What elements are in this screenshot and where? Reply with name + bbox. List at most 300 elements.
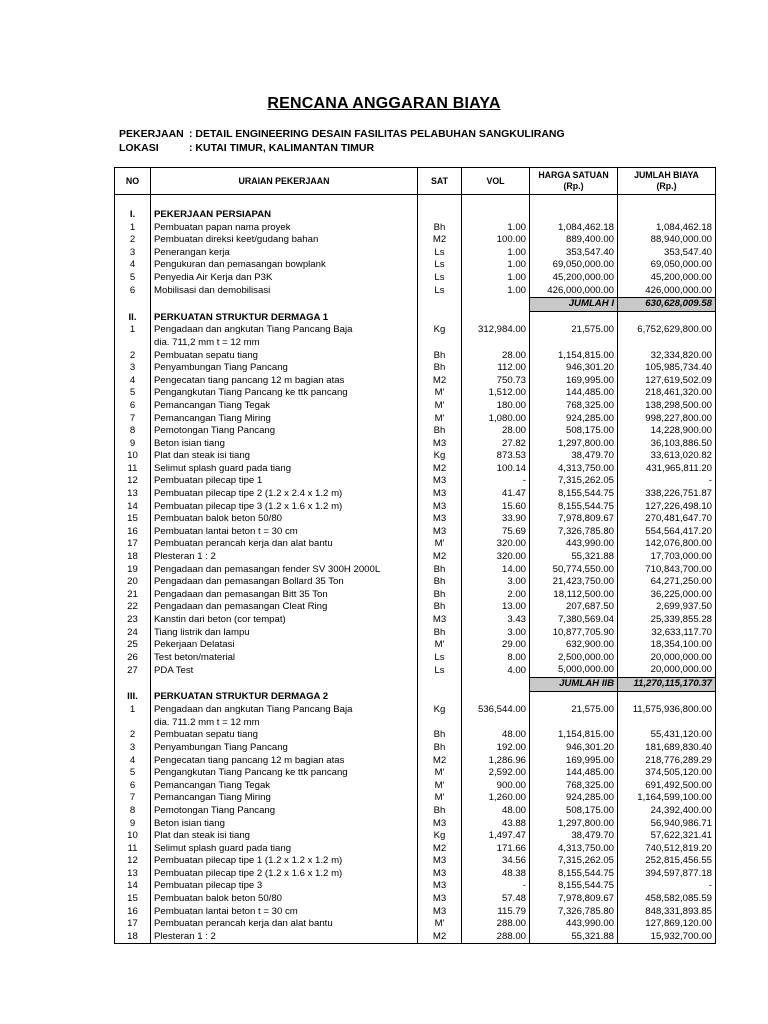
item-volume: 1.00 [462, 285, 530, 298]
item-description: Pengadaan dan angkutan Tiang Pancang Baja [151, 324, 418, 337]
item-description: Pengadaan dan pemasangan Bollard 35 Ton [151, 576, 418, 589]
item-volume: 1,286.96 [462, 755, 530, 768]
table-row [115, 805, 716, 818]
item-total [618, 209, 716, 222]
item-no: 14 [115, 501, 151, 514]
item-no: 11 [115, 463, 151, 476]
item-total [618, 691, 716, 704]
item-volume: 57.48 [462, 893, 530, 906]
subtotal-row [115, 677, 716, 691]
item-unit-price: 924,285.00 [530, 792, 618, 805]
item-unit-price: 7,326,785.80 [530, 526, 618, 539]
empty-cell [115, 677, 151, 691]
item-unit-price: 207,687.50 [530, 601, 618, 614]
item-unit: Kg [418, 324, 462, 337]
item-unit: Ls [418, 285, 462, 298]
item-total: 127,869,120.00 [618, 918, 716, 931]
item-total: 69,050,000.00 [618, 259, 716, 272]
item-no: III. [115, 691, 151, 704]
empty-cell [418, 677, 462, 691]
item-unit [418, 691, 462, 704]
empty-cell [115, 298, 151, 312]
header-jumlah-line2: (Rp.) [656, 181, 677, 191]
item-total: 270,481,647.70 [618, 513, 716, 526]
table-row [115, 601, 716, 614]
item-unit: M2 [418, 931, 462, 944]
item-description: Pengadaan dan pemasangan Bitt 35 Ton [151, 589, 418, 602]
item-no: 13 [115, 868, 151, 881]
item-unit: M3 [418, 868, 462, 881]
section-row [115, 311, 716, 324]
item-no: 15 [115, 893, 151, 906]
item-volume: 180.00 [462, 400, 530, 413]
item-total [618, 311, 716, 324]
item-unit-price: 924,285.00 [530, 413, 618, 426]
table-row [115, 931, 716, 944]
item-volume: 112.00 [462, 362, 530, 375]
item-total: 998,227,800.00 [618, 413, 716, 426]
item-no: 18 [115, 931, 151, 944]
item-description: Plat dan steak isi tiang [151, 830, 418, 843]
item-total: 138,298,500.00 [618, 400, 716, 413]
item-volume: 48.38 [462, 868, 530, 881]
item-volume: 43.88 [462, 818, 530, 831]
item-volume: 29.00 [462, 639, 530, 652]
item-volume: 1,512.00 [462, 387, 530, 400]
item-description: Pemancangan Tiang Miring [151, 413, 418, 426]
item-unit: M2 [418, 375, 462, 388]
item-unit: M3 [418, 526, 462, 539]
item-total: 36,225,000.00 [618, 589, 716, 602]
item-unit: M3 [418, 880, 462, 893]
item-unit-price: 353,547.40 [530, 247, 618, 260]
item-unit-price: 768,325.00 [530, 780, 618, 793]
item-no: 3 [115, 742, 151, 755]
item-unit-price: 768,325.00 [530, 400, 618, 413]
table-row [115, 855, 716, 868]
item-description: dia. 711.2 mm t = 12 mm [151, 717, 418, 730]
lokasi-label: LOKASI [119, 142, 159, 154]
item-no: 6 [115, 400, 151, 413]
item-unit-price: 169,995.00 [530, 375, 618, 388]
item-unit-price: 38,479.70 [530, 450, 618, 463]
item-unit: Bh [418, 222, 462, 235]
item-description: Test beton/material [151, 652, 418, 665]
item-unit: Kg [418, 830, 462, 843]
item-unit-price: 21,423,750.00 [530, 576, 618, 589]
table-row [115, 564, 716, 577]
item-no: 4 [115, 375, 151, 388]
item-no: 17 [115, 538, 151, 551]
item-total: 15,932,700.00 [618, 931, 716, 944]
item-description: Pembuatan pilecap tipe 1 (1.2 x 1.2 x 1.2 m) [151, 855, 418, 868]
table-row [115, 259, 716, 272]
item-no: 8 [115, 805, 151, 818]
page-title: RENCANA ANGGARAN BIAYA [267, 95, 501, 112]
item-no: 13 [115, 488, 151, 501]
item-total: 55,431,120.00 [618, 729, 716, 742]
table-row [115, 538, 716, 551]
item-total: 691,492,500.00 [618, 780, 716, 793]
item-unit: M' [418, 538, 462, 551]
item-volume: 3.43 [462, 614, 530, 627]
item-unit-price: 426,000,000.00 [530, 285, 618, 298]
header-jumlah [618, 168, 716, 195]
item-unit-price [530, 209, 618, 222]
item-volume [462, 337, 530, 350]
table-row [115, 234, 716, 247]
table-row [115, 627, 716, 640]
item-total: 431,965,811.20 [618, 463, 716, 476]
subtotal-label: JUMLAH I [530, 298, 618, 312]
item-unit: Bh [418, 627, 462, 640]
item-unit-price: 7,315,262.05 [530, 475, 618, 488]
item-volume: 41.47 [462, 488, 530, 501]
item-description: Penyambungan Tiang Pancang [151, 362, 418, 375]
item-no: 8 [115, 425, 151, 438]
item-total: 394,597,877.18 [618, 868, 716, 881]
item-volume [462, 209, 530, 222]
item-description: Penyambungan Tiang Pancang [151, 742, 418, 755]
item-volume: 750.73 [462, 375, 530, 388]
item-total [618, 717, 716, 730]
item-no: 5 [115, 767, 151, 780]
item-description: Pembuatan lantai beton t = 30 cm [151, 906, 418, 919]
table-row [115, 488, 716, 501]
table-row [115, 830, 716, 843]
item-total: 105,985,734.40 [618, 362, 716, 375]
item-no: 6 [115, 780, 151, 793]
item-unit-price: 7,380,569.04 [530, 614, 618, 627]
table-row [115, 247, 716, 260]
item-total: 458,582,085.59 [618, 893, 716, 906]
table-row [115, 893, 716, 906]
item-description: Pengangkutan Tiang Pancang ke ttk pancang [151, 387, 418, 400]
item-total: 2,699,937.50 [618, 601, 716, 614]
item-volume: 1.00 [462, 272, 530, 285]
item-description: Pemancangan Tiang Miring [151, 792, 418, 805]
item-description: Pembuatan sepatu tiang [151, 729, 418, 742]
item-unit-price: 443,990.00 [530, 918, 618, 931]
item-unit: M2 [418, 551, 462, 564]
item-total: 426,000,000.00 [618, 285, 716, 298]
item-unit-price: 1,154,815.00 [530, 729, 618, 742]
item-description: Selimut splash guard pada tiang [151, 463, 418, 476]
item-no: 10 [115, 450, 151, 463]
item-unit-price: 889,400.00 [530, 234, 618, 247]
item-total: 353,547.40 [618, 247, 716, 260]
table-row [115, 704, 716, 717]
item-volume: 320.00 [462, 551, 530, 564]
item-volume [462, 311, 530, 324]
item-unit: M3 [418, 488, 462, 501]
item-no: 20 [115, 576, 151, 589]
item-unit: M3 [418, 438, 462, 451]
header-vol: VOL [462, 168, 530, 195]
table-row [115, 362, 716, 375]
header-harga-line2: (Rp.) [563, 181, 584, 191]
item-total: 24,392,400.00 [618, 805, 716, 818]
item-volume: 3.00 [462, 576, 530, 589]
item-description: Pembuatan balok beton 50/80 [151, 893, 418, 906]
item-no: 2 [115, 350, 151, 363]
table-row [115, 880, 716, 893]
budget-table [114, 167, 716, 944]
table-row [115, 501, 716, 514]
item-unit: Bh [418, 742, 462, 755]
item-volume: 14.00 [462, 564, 530, 577]
item-unit: Bh [418, 350, 462, 363]
table-row [115, 843, 716, 856]
item-unit-price: 55,321.88 [530, 551, 618, 564]
item-unit: Bh [418, 425, 462, 438]
item-volume: 1,260.00 [462, 792, 530, 805]
empty-cell [530, 195, 618, 210]
empty-cell [462, 195, 530, 210]
item-description: Pembuatan pilecap tipe 2 (1.2 x 2.4 x 1.2 m) [151, 488, 418, 501]
item-description: Pengecatan tiang pancang 12 m bagian atas [151, 755, 418, 768]
item-unit: M3 [418, 501, 462, 514]
item-unit-price: 10,877,705.90 [530, 627, 618, 640]
item-unit-price: 508,175.00 [530, 805, 618, 818]
item-no: 5 [115, 387, 151, 400]
item-unit: Bh [418, 362, 462, 375]
item-unit-price: 144,485.00 [530, 767, 618, 780]
item-unit: Ls [418, 259, 462, 272]
item-unit-price [530, 337, 618, 350]
lokasi-value: : KUTAI TIMUR, KALIMANTAN TIMUR [189, 142, 375, 154]
item-volume [462, 691, 530, 704]
item-total: 740,512,819.20 [618, 843, 716, 856]
table-row [115, 438, 716, 451]
item-no: II. [115, 311, 151, 324]
item-no: 2 [115, 729, 151, 742]
item-unit-price: 8,155,544.75 [530, 488, 618, 501]
item-unit: M3 [418, 906, 462, 919]
table-row [115, 780, 716, 793]
item-total: 338,226,751.87 [618, 488, 716, 501]
item-volume: 2,592.00 [462, 767, 530, 780]
item-no: 15 [115, 513, 151, 526]
item-unit: M3 [418, 893, 462, 906]
item-unit-price: 946,301.20 [530, 742, 618, 755]
item-unit-price: 21,575.00 [530, 324, 618, 337]
lokasi-line [119, 142, 374, 154]
item-volume: 288.00 [462, 931, 530, 944]
item-total: 1,164,599,100.00 [618, 792, 716, 805]
item-total: 56,940,986.71 [618, 818, 716, 831]
item-description: Mobilisasi dan demobilisasi [151, 285, 418, 298]
item-no: 3 [115, 247, 151, 260]
item-unit-price: 1,154,815.00 [530, 350, 618, 363]
item-volume: 15.60 [462, 501, 530, 514]
item-no: 21 [115, 589, 151, 602]
table-row [115, 475, 716, 488]
item-description: Pembuatan papan nama proyek [151, 222, 418, 235]
item-description: Pembuatan pilecap tipe 3 (1.2 x 1.6 x 1.2 m) [151, 501, 418, 514]
item-description: Pembuatan balok beton 50/80 [151, 513, 418, 526]
item-description: Pembuatan pilecap tipe 1 [151, 475, 418, 488]
item-unit: M' [418, 780, 462, 793]
table-row [115, 272, 716, 285]
item-unit-price: 4,313,750.00 [530, 843, 618, 856]
table-row [115, 324, 716, 337]
item-total [618, 337, 716, 350]
item-description: Pengadaan dan pemasangan fender SV 300H 2000L [151, 564, 418, 577]
item-volume: 13.00 [462, 601, 530, 614]
table-row [115, 729, 716, 742]
item-volume: 1,080.00 [462, 413, 530, 426]
item-unit: M3 [418, 855, 462, 868]
table-row [115, 400, 716, 413]
table-row [115, 551, 716, 564]
item-unit-price: 8,155,544.75 [530, 880, 618, 893]
item-unit: M' [418, 639, 462, 652]
item-volume: 171.66 [462, 843, 530, 856]
item-unit: Bh [418, 729, 462, 742]
item-description: Pengecatan tiang pancang 12 m bagian atas [151, 375, 418, 388]
item-no: 4 [115, 755, 151, 768]
item-volume: 1.00 [462, 247, 530, 260]
table-row [115, 413, 716, 426]
item-total: 218,776,289.29 [618, 755, 716, 768]
item-unit: Bh [418, 601, 462, 614]
empty-cell [151, 195, 418, 210]
item-unit: Bh [418, 576, 462, 589]
item-total: 18,354,100.00 [618, 639, 716, 652]
item-description: Pembuatan perancah kerja dan alat bantu [151, 538, 418, 551]
item-unit-price: 50,774,550.00 [530, 564, 618, 577]
item-unit-price: 508,175.00 [530, 425, 618, 438]
item-description: PDA Test [151, 664, 418, 677]
item-no: 9 [115, 818, 151, 831]
item-no: 27 [115, 664, 151, 677]
item-total: - [618, 475, 716, 488]
item-no: 11 [115, 843, 151, 856]
item-description: Plat dan steak isi tiang [151, 450, 418, 463]
item-no: 23 [115, 614, 151, 627]
item-description: PERKUATAN STRUKTUR DERMAGA 1 [151, 311, 418, 324]
pekerjaan-label: PEKERJAAN [119, 128, 184, 140]
table-row [115, 526, 716, 539]
item-no: 18 [115, 551, 151, 564]
item-unit: Ls [418, 247, 462, 260]
item-description: Pembuatan pilecap tipe 3 [151, 880, 418, 893]
item-no: 5 [115, 272, 151, 285]
item-volume: 33.90 [462, 513, 530, 526]
item-unit [418, 311, 462, 324]
table-row [115, 639, 716, 652]
item-description: Penyedia Air Kerja dan P3K [151, 272, 418, 285]
subtotal-amount: 11,270,115,170.37 [618, 677, 716, 691]
item-description: Beton isian tiang [151, 818, 418, 831]
item-volume: 1,497.47 [462, 830, 530, 843]
item-no: 1 [115, 704, 151, 717]
item-unit: M2 [418, 843, 462, 856]
item-description: Pembuatan perancah kerja dan alat bantu [151, 918, 418, 931]
item-description: Pemotongan Tiang Pancang [151, 805, 418, 818]
table-row [115, 742, 716, 755]
item-no [115, 717, 151, 730]
item-total: 14,228,900.00 [618, 425, 716, 438]
empty-cell [418, 298, 462, 312]
item-description: Pembuatan pilecap tipe 2 (1.2 x 1.6 x 1.2 m) [151, 868, 418, 881]
item-unit-price [530, 717, 618, 730]
section-row [115, 209, 716, 222]
item-description: Pekerjaan Delatasi [151, 639, 418, 652]
item-volume: 873.53 [462, 450, 530, 463]
item-description: Beton isian tiang [151, 438, 418, 451]
item-unit [418, 209, 462, 222]
table-row [115, 222, 716, 235]
item-total: 1,084,462.18 [618, 222, 716, 235]
item-volume: 320.00 [462, 538, 530, 551]
item-unit: Bh [418, 564, 462, 577]
item-unit-price: 18,112,500.00 [530, 589, 618, 602]
item-total: 88,940,000.00 [618, 234, 716, 247]
item-volume: 900.00 [462, 780, 530, 793]
item-unit-price: 5,000,000.00 [530, 664, 618, 677]
table-row [115, 818, 716, 831]
table-row [115, 868, 716, 881]
item-no: 17 [115, 918, 151, 931]
item-total: 32,334,820.00 [618, 350, 716, 363]
item-description: Kanstin dari beton (cor tempat) [151, 614, 418, 627]
item-total: 554,564,417.20 [618, 526, 716, 539]
item-description: Plesteran 1 : 2 [151, 551, 418, 564]
item-volume: 48.00 [462, 729, 530, 742]
item-total: 17,703,000.00 [618, 551, 716, 564]
table-row [115, 450, 716, 463]
item-unit: M3 [418, 818, 462, 831]
subtotal-label: JUMLAH IIB [530, 677, 618, 691]
item-no: 26 [115, 652, 151, 665]
item-unit-price: 1,084,462.18 [530, 222, 618, 235]
table-row [115, 792, 716, 805]
item-unit: Bh [418, 805, 462, 818]
empty-cell [462, 677, 530, 691]
item-unit: Bh [418, 589, 462, 602]
item-total: 142,076,800.00 [618, 538, 716, 551]
item-no: 12 [115, 475, 151, 488]
item-volume: 536,544.00 [462, 704, 530, 717]
subtotal-row [115, 298, 716, 312]
empty-cell [151, 298, 418, 312]
item-unit-price: 169,995.00 [530, 755, 618, 768]
item-total: 218,461,320.00 [618, 387, 716, 400]
table-row [115, 918, 716, 931]
item-unit-price: 1,297,800.00 [530, 438, 618, 451]
header-uraian: URAIAN PEKERJAAN [151, 168, 418, 195]
header-no: NO [115, 168, 151, 195]
item-volume: 27.82 [462, 438, 530, 451]
header-sat: SAT [418, 168, 462, 195]
item-total: 127,619,502.09 [618, 375, 716, 388]
item-volume: 28.00 [462, 350, 530, 363]
item-unit-price: 1,297,800.00 [530, 818, 618, 831]
item-unit-price: 632,900.00 [530, 639, 618, 652]
item-no: 22 [115, 601, 151, 614]
item-unit: Ls [418, 272, 462, 285]
item-unit-price: 2,500,000.00 [530, 652, 618, 665]
item-volume: 192.00 [462, 742, 530, 755]
item-volume: 312,984.00 [462, 324, 530, 337]
item-description: Pemotongan Tiang Pancang [151, 425, 418, 438]
item-unit-price: 8,155,544.75 [530, 501, 618, 514]
item-volume: 100.00 [462, 234, 530, 247]
item-no: 7 [115, 792, 151, 805]
item-no: 1 [115, 324, 151, 337]
